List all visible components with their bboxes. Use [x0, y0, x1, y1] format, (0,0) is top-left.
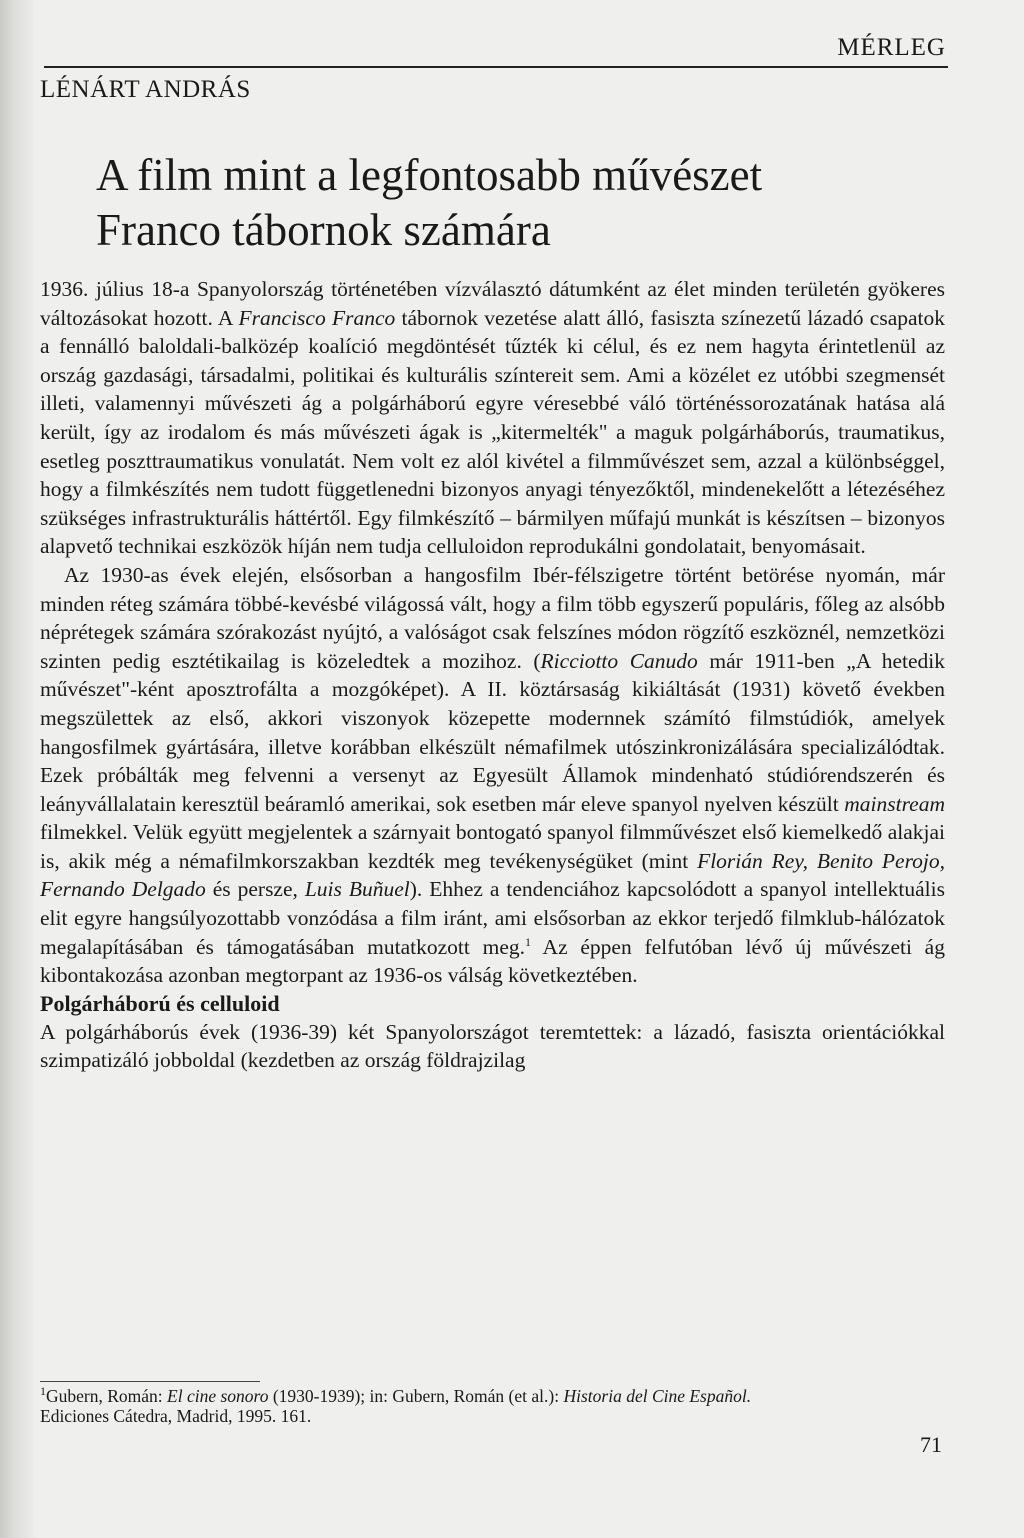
paragraph-2 [40, 561, 945, 990]
footnote-rule [40, 1381, 260, 1382]
header-rule [44, 66, 948, 68]
paragraph-2-italic-1: Ricciotto Canudo [540, 648, 698, 673]
title-line-2: Franco tábornok számára [96, 205, 551, 255]
paragraph-1-text-1: 1936. július 18-a Spanyolország történetében vízválasztó dátumként az élet minden területén gyökeres változásokat hozott. A [40, 277, 945, 330]
footnote-number: 1 [40, 1384, 46, 1399]
title-line-1: A film mint a legfontosabb művészet [96, 150, 763, 200]
paragraph-2-text-4: és persze, [205, 877, 305, 902]
section-paragraph: A polgárháborús évek (1936-39) két Spanyolországot teremtettek: a lázadó, fasiszta orientációkkal szimpatizáló jobboldal (kezdetben az ország földrajzilag [40, 1019, 945, 1073]
running-header-author: LÉNÁRT ANDRÁS [40, 76, 251, 103]
paragraph-1 [40, 275, 945, 561]
article-title [96, 148, 956, 258]
running-header-journal: MÉRLEG [837, 34, 946, 61]
paragraph-1-text-2: tábornok vezetése alatt álló, fasiszta színezetű lázadó csapatok a fennálló baloldali-balközép koalíció megdöntését tűzték ki célul, és ez nem hagyta érintetlenül az ország gazdasági, társadalmi, politikai és kulturális színtereit sem. Ami a közélet ez utóbbi szegmensét illeti, valamennyi művészeti ág a polgárháború egyre véresebbé váló történéssorozatának hatása alá került, így az irodalom és más művészeti ágak is „kitermelték" a maguk polgárháborús, traumatikus, esetleg poszttraumatikus vonulatát. Nem volt ez alól kivétel a filmművészet sem, azzal a különbséggel, hogy a filmkészítés nem tudott függetlenedni bizonyos anyagi tényezőktől, mindenekelőtt a létezéséhez szükséges infrastrukturális háttértől. Egy filmkészítő – bármilyen műfajú munkát is készítsen – bizonyos alapvető technikai eszközök híján nem tudja celluloidon reprodukálni gondolatait, benyomásait. [40, 305, 946, 559]
page-number: 71 [920, 1432, 942, 1457]
paragraph-2-text-6: Az éppen felfutóban lévő új művészeti ág kibontakozása azonban megtorpant az 1936-os válság következtében. [40, 934, 945, 988]
footnote [40, 1386, 945, 1426]
footnote-text-2: (1930-1939); in: Gubern, Román (et al.): [268, 1386, 564, 1406]
paragraph-2-italic-3: Florián Rey, Benito Perojo, Fernando Delgado [40, 848, 945, 902]
section-heading: Polgárháború és celluloid [40, 990, 280, 1016]
footnote-line-2: Ediciones Cátedra, Madrid, 1995. 161. [40, 1406, 312, 1426]
footnote-text-1: Gubern, Román: [46, 1386, 168, 1406]
footnote-reference: 1 [525, 934, 531, 949]
paragraph-2-text-2: már 1911-ben „A hetedik művészet"-ként aposztrofálta a mozgóképet). A II. köztársaság kikiáltását (1931) követő években megszülettek az első, akkori viszonyok közepette modernnek számító filmstúdiók, amelyek hangosfilmek gyártására, illetve korábban elkészült némafilmek utószinkronizálására specializálódtak. Ezek próbálták meg felvenni a versenyt az Egyesült Államok mindenható stúdiórendszerén és leányvállalatain keresztül beáramló amerikai, sok esetben már eleve spanyol nyelven készült [40, 648, 946, 816]
article-body [40, 275, 945, 1075]
paragraph-1-italic-1: Francisco Franco [238, 305, 396, 330]
paragraph-2-text-3: filmekkel. Velük együtt megjelentek a szárnyait bontogató spanyol filmművészet első kiemelkedő alakjai is, akik még a némafilmkorszakban kezdték meg tevékenységüket (mint [40, 820, 945, 873]
footnote-italic-1: El cine sonoro [167, 1386, 269, 1406]
paragraph-2-text-1: Az 1930-as évek elején, elsősorban a hangosfilm Ibér-félszigetre történt betörése nyomán, már minden réteg számára többé-kevésbé világossá vált, hogy a film több egyszerű populáris, főleg az alsóbb néprétegek számára szórakozást nyújtó, a valóságot csak felszínes módon rögzítő eszköznél, nemzetközi szinten pedig esztétikailag is közeledtek a mozihoz. ( [40, 562, 945, 673]
paragraph-2-text-5: ). Ehhez a tendenciához kapcsolódott a spanyol intellektuális elit egyre hangsúlyozottabb vonzódása a film iránt, ami elsősorban az ekkor terjedő filmklub-hálózatok megalapításában és támogatásában mutatkozott meg. [40, 877, 945, 959]
paragraph-2-italic-2: mainstream [844, 791, 945, 816]
paragraph-2-italic-4: Luis Buñuel [304, 877, 410, 902]
footnote-italic-2: Historia del Cine Español. [563, 1386, 752, 1406]
